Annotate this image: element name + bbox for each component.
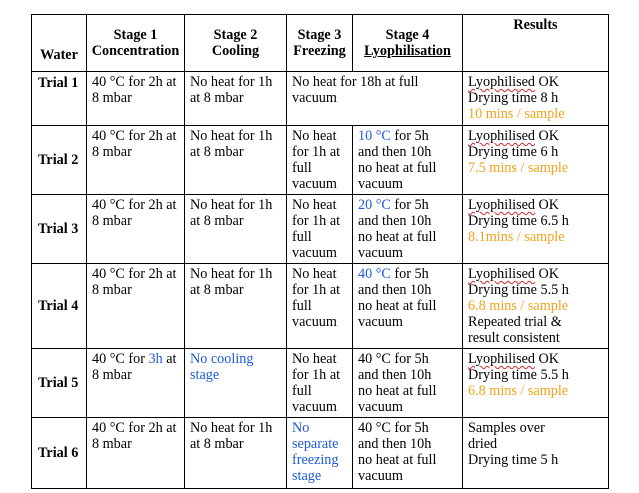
cell-line: no heat at full xyxy=(358,298,437,314)
cell-line: vacuum xyxy=(292,90,337,106)
header-stage1-sub: Concentration xyxy=(91,43,180,59)
result-note: Repeated trial & xyxy=(468,314,562,330)
cell-line: 8 mbar xyxy=(92,213,132,229)
result-status xyxy=(468,197,604,213)
stage4-cell xyxy=(353,349,463,418)
table-row-trial-1 xyxy=(32,72,609,126)
result-ok: OK xyxy=(535,128,560,144)
header-stage1 xyxy=(87,15,185,72)
cell-line: No xyxy=(292,420,310,436)
cell-line: at 8 mbar xyxy=(190,90,244,106)
header-stage2-sub: Cooling xyxy=(211,43,260,59)
stage4-cell xyxy=(353,418,463,489)
spellcheck-word: Lyophilised xyxy=(468,197,535,213)
cell-line: for 1h at xyxy=(292,144,341,160)
cell-line: 40 °C for 5h xyxy=(358,420,429,436)
cell-line: 8 mbar xyxy=(92,90,132,106)
cell-line xyxy=(358,128,458,144)
drying-time: Drying time 5.5 h xyxy=(468,282,569,298)
cell-line: 8 mbar xyxy=(92,436,132,452)
cell-line: full xyxy=(292,383,312,399)
rate-per-sample: 8.1mins / sample xyxy=(468,229,565,245)
cell-line: and then 10h xyxy=(358,144,432,160)
row-label: Trial 6 xyxy=(32,418,87,489)
cell-line: 8 mbar xyxy=(92,282,132,298)
header-results: Results xyxy=(463,15,609,72)
drying-time: Drying time 5 h xyxy=(468,452,559,468)
cell-line: and then 10h xyxy=(358,436,432,452)
cell-line: 8 mbar xyxy=(92,144,132,160)
rate-per-sample: 7.5 mins / sample xyxy=(468,160,569,176)
trials-table xyxy=(31,14,609,489)
result-ok: OK xyxy=(535,74,560,90)
result-note: dried xyxy=(468,436,498,452)
highlight-temp: 40 °C xyxy=(358,266,391,282)
header-stage2 xyxy=(185,15,287,72)
header-stage3-title: Stage 3 xyxy=(297,27,342,43)
rate-per-sample: 6.8 mins / sample xyxy=(468,298,569,314)
cell-line: for 1h at xyxy=(292,367,341,383)
cell-line: 8 mbar xyxy=(92,367,132,383)
cell-text: for 5h xyxy=(390,266,429,282)
cell-line: No heat xyxy=(292,266,337,282)
result-ok: OK xyxy=(535,266,560,282)
cell-line: No heat xyxy=(292,197,337,213)
stage2-cell xyxy=(185,264,287,349)
row-label: Trial 5 xyxy=(32,349,87,418)
result-status xyxy=(468,351,604,367)
result-note: result consistent xyxy=(468,330,560,346)
row-label: Trial 4 xyxy=(32,264,87,349)
results-cell xyxy=(463,126,609,195)
drying-time: Drying time 8 h xyxy=(468,90,559,106)
stage2-cell xyxy=(185,418,287,489)
cell-line: stage xyxy=(190,367,220,383)
cell-line: vacuum xyxy=(292,176,337,192)
cell-line: vacuum xyxy=(292,245,337,261)
highlight-duration: 3h xyxy=(148,351,163,367)
stage1-cell xyxy=(87,264,185,349)
stage3-cell xyxy=(287,349,353,418)
cell-line: vacuum xyxy=(358,468,403,484)
cell-line: vacuum xyxy=(358,399,403,415)
rate-per-sample: 6.8 mins / sample xyxy=(468,383,569,399)
table-row-trial-2 xyxy=(32,126,609,195)
results-cell xyxy=(463,349,609,418)
result-status xyxy=(468,128,604,144)
cell-line: for 1h at xyxy=(292,282,341,298)
cell-line: full xyxy=(292,229,312,245)
cell-line: no heat at full xyxy=(358,160,437,176)
spellcheck-word: Lyophilised xyxy=(468,128,535,144)
cell-line: stage xyxy=(292,468,322,484)
drying-time: Drying time 6 h xyxy=(468,144,559,160)
cell-line: 40 °C for 2h at xyxy=(92,128,177,144)
result-ok: OK xyxy=(535,197,560,213)
cell-line: no heat at full xyxy=(358,229,437,245)
results-cell xyxy=(463,72,609,126)
cell-line: No heat for 18h at full xyxy=(292,74,419,90)
cell-line: at 8 mbar xyxy=(190,144,244,160)
stage1-cell xyxy=(87,195,185,264)
cell-line: No heat for 1h xyxy=(190,74,273,90)
results-cell xyxy=(463,195,609,264)
cell-line: vacuum xyxy=(292,314,337,330)
cell-line xyxy=(358,266,458,282)
table-row-trial-6 xyxy=(32,418,609,489)
cell-text: at xyxy=(162,351,177,367)
cell-line: No cooling xyxy=(190,351,254,367)
table-row-trial-4 xyxy=(32,264,609,349)
stage3-cell xyxy=(287,418,353,489)
cell-line xyxy=(92,351,180,367)
rate-per-sample: 10 mins / sample xyxy=(468,106,565,122)
stage2-cell xyxy=(185,126,287,195)
cell-line: at 8 mbar xyxy=(190,213,244,229)
cell-line: full xyxy=(292,298,312,314)
cell-line: and then 10h xyxy=(358,213,432,229)
header-stage4 xyxy=(353,15,463,72)
cell-line: separate xyxy=(292,436,339,452)
cell-line: No heat xyxy=(292,351,337,367)
drying-time: Drying time 6.5 h xyxy=(468,213,569,229)
stage4-cell xyxy=(353,126,463,195)
stage2-cell xyxy=(185,72,287,126)
spellcheck-word: Lyophilised xyxy=(468,351,535,367)
cell-line: and then 10h xyxy=(358,367,432,383)
highlight-temp: 20 °C xyxy=(358,197,391,213)
result-note: Samples over xyxy=(468,420,545,436)
stage2-cell xyxy=(185,195,287,264)
header-stage4-title: Stage 4 xyxy=(385,27,430,43)
stage3-4-merged-cell xyxy=(287,72,463,126)
results-cell xyxy=(463,418,609,489)
drying-time: Drying time 5.5 h xyxy=(468,367,569,383)
row-label: Trial 1 xyxy=(32,72,87,126)
result-status xyxy=(468,74,604,90)
stage1-cell xyxy=(87,72,185,126)
stage3-cell xyxy=(287,264,353,349)
header-stage2-title: Stage 2 xyxy=(213,27,258,43)
cell-line: at 8 mbar xyxy=(190,436,244,452)
cell-line: no heat at full xyxy=(358,383,437,399)
cell-line: at 8 mbar xyxy=(190,282,244,298)
header-water: Water xyxy=(32,15,87,72)
stage1-cell xyxy=(87,126,185,195)
header-stage3 xyxy=(287,15,353,72)
cell-line: 40 °C for 2h at xyxy=(92,197,177,213)
cell-line: 40 °C for 2h at xyxy=(92,420,177,436)
cell-text: for 5h xyxy=(390,128,429,144)
cell-line: No heat for 1h xyxy=(190,197,273,213)
cell-line: No heat for 1h xyxy=(190,266,273,282)
stage1-cell xyxy=(87,349,185,418)
table-row-trial-3 xyxy=(32,195,609,264)
header-row xyxy=(32,15,609,72)
cell-line: 40 °C for 2h at xyxy=(92,266,177,282)
cell-line xyxy=(358,197,458,213)
cell-line: No heat for 1h xyxy=(190,128,273,144)
cell-line: no heat at full xyxy=(358,452,437,468)
cell-line: vacuum xyxy=(358,176,403,192)
highlight-temp: 10 °C xyxy=(358,128,391,144)
cell-text: 40 °C for xyxy=(92,351,149,367)
stage1-cell xyxy=(87,418,185,489)
stage2-cell xyxy=(185,349,287,418)
cell-line: for 1h at xyxy=(292,213,341,229)
cell-line: full xyxy=(292,160,312,176)
cell-line: vacuum xyxy=(358,314,403,330)
row-label: Trial 3 xyxy=(32,195,87,264)
cell-line: vacuum xyxy=(292,399,337,415)
spellcheck-word: Lyophilised xyxy=(468,74,535,90)
stage4-cell xyxy=(353,264,463,349)
cell-line: vacuum xyxy=(358,245,403,261)
header-stage3-sub: Freezing xyxy=(293,43,346,59)
header-stage1-title: Stage 1 xyxy=(113,27,158,43)
results-cell xyxy=(463,264,609,349)
stage4-cell xyxy=(353,195,463,264)
cell-line: 40 °C for 2h at xyxy=(92,74,177,90)
spellcheck-word: Lyophilised xyxy=(468,266,535,282)
stage3-cell xyxy=(287,126,353,195)
cell-line: and then 10h xyxy=(358,282,432,298)
header-stage4-sub: Lyophilisation xyxy=(364,43,451,59)
cell-line: freezing xyxy=(292,452,339,468)
cell-line: No heat for 1h xyxy=(190,420,273,436)
stage3-cell xyxy=(287,195,353,264)
cell-line: No heat xyxy=(292,128,337,144)
row-label: Trial 2 xyxy=(32,126,87,195)
result-status xyxy=(468,266,604,282)
result-ok: OK xyxy=(535,351,560,367)
table-row-trial-5 xyxy=(32,349,609,418)
cell-text: for 5h xyxy=(390,197,429,213)
cell-line: 40 °C for 5h xyxy=(358,351,429,367)
